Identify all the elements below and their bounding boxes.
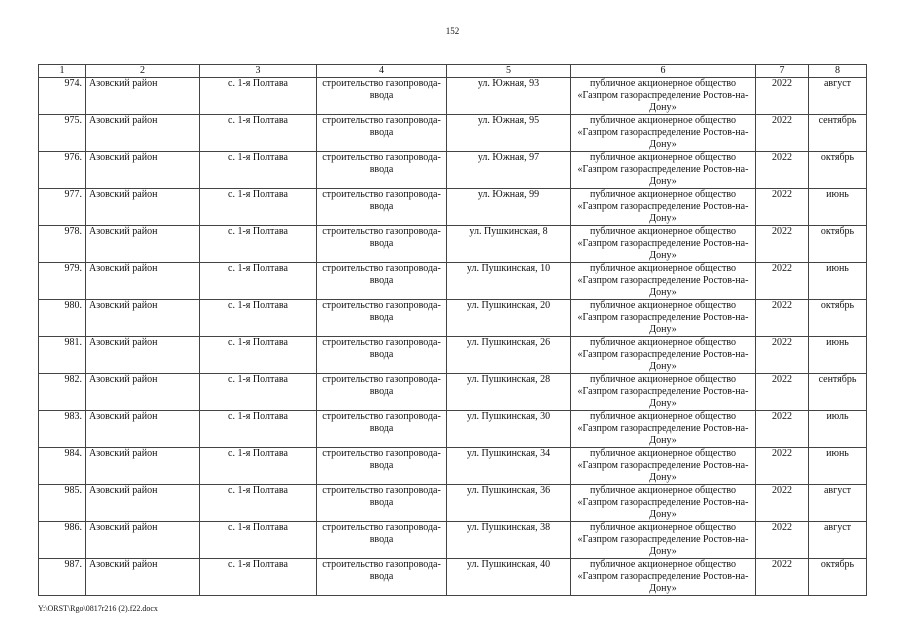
table-row (39, 226, 867, 263)
row-number: 987. (39, 559, 86, 596)
locality-cell: с. 1-я Полтава (200, 522, 317, 559)
row-number: 977. (39, 189, 86, 226)
district-cell: Азовский район (86, 300, 200, 337)
month-cell: июнь (809, 189, 867, 226)
organization-cell: публичное акционерное общество «Газпром газораспределение Ростов-на-Дону» (571, 189, 756, 226)
table-row (39, 152, 867, 189)
table-row (39, 189, 867, 226)
work-type-cell: строительство газопровода-ввода (317, 263, 447, 300)
locality-cell: с. 1-я Полтава (200, 115, 317, 152)
year-cell: 2022 (756, 522, 809, 559)
work-type-cell: строительство газопровода-ввода (317, 559, 447, 596)
organization-cell: публичное акционерное общество «Газпром газораспределение Ростов-на-Дону» (571, 337, 756, 374)
organization-cell: публичное акционерное общество «Газпром газораспределение Ростов-на-Дону» (571, 300, 756, 337)
district-cell: Азовский район (86, 189, 200, 226)
table-row (39, 263, 867, 300)
address-cell: ул. Пушкинская, 10 (447, 263, 571, 300)
district-cell: Азовский район (86, 263, 200, 300)
organization-cell: публичное акционерное общество «Газпром газораспределение Ростов-на-Дону» (571, 448, 756, 485)
col-header-4: 4 (317, 65, 447, 78)
year-cell: 2022 (756, 115, 809, 152)
row-number: 975. (39, 115, 86, 152)
locality-cell: с. 1-я Полтава (200, 300, 317, 337)
month-cell: июль (809, 411, 867, 448)
year-cell: 2022 (756, 300, 809, 337)
locality-cell: с. 1-я Полтава (200, 559, 317, 596)
year-cell: 2022 (756, 263, 809, 300)
organization-cell: публичное акционерное общество «Газпром газораспределение Ростов-на-Дону» (571, 78, 756, 115)
month-cell: сентябрь (809, 115, 867, 152)
work-type-cell: строительство газопровода-ввода (317, 374, 447, 411)
month-cell: октябрь (809, 226, 867, 263)
work-type-cell: строительство газопровода-ввода (317, 189, 447, 226)
table-row (39, 337, 867, 374)
month-cell: сентябрь (809, 374, 867, 411)
year-cell: 2022 (756, 226, 809, 263)
month-cell: август (809, 522, 867, 559)
row-number: 981. (39, 337, 86, 374)
locality-cell: с. 1-я Полтава (200, 189, 317, 226)
col-header-1: 1 (39, 65, 86, 78)
table-row (39, 485, 867, 522)
organization-cell: публичное акционерное общество «Газпром газораспределение Ростов-на-Дону» (571, 411, 756, 448)
address-cell: ул. Южная, 97 (447, 152, 571, 189)
row-number: 978. (39, 226, 86, 263)
month-cell: октябрь (809, 559, 867, 596)
row-number: 980. (39, 300, 86, 337)
district-cell: Азовский район (86, 226, 200, 263)
month-cell: август (809, 78, 867, 115)
locality-cell: с. 1-я Полтава (200, 78, 317, 115)
district-cell: Азовский район (86, 115, 200, 152)
locality-cell: с. 1-я Полтава (200, 411, 317, 448)
locality-cell: с. 1-я Полтава (200, 485, 317, 522)
table-row (39, 522, 867, 559)
work-type-cell: строительство газопровода-ввода (317, 485, 447, 522)
table-row (39, 300, 867, 337)
work-type-cell: строительство газопровода-ввода (317, 522, 447, 559)
organization-cell: публичное акционерное общество «Газпром газораспределение Ростов-на-Дону» (571, 522, 756, 559)
locality-cell: с. 1-я Полтава (200, 263, 317, 300)
col-header-3: 3 (200, 65, 317, 78)
table-header-row (39, 65, 867, 78)
year-cell: 2022 (756, 78, 809, 115)
month-cell: октябрь (809, 152, 867, 189)
row-number: 985. (39, 485, 86, 522)
address-cell: ул. Пушкинская, 26 (447, 337, 571, 374)
year-cell: 2022 (756, 485, 809, 522)
organization-cell: публичное акционерное общество «Газпром газораспределение Ростов-на-Дону» (571, 559, 756, 596)
address-cell: ул. Пушкинская, 40 (447, 559, 571, 596)
locality-cell: с. 1-я Полтава (200, 226, 317, 263)
locality-cell: с. 1-я Полтава (200, 448, 317, 485)
address-cell: ул. Пушкинская, 34 (447, 448, 571, 485)
year-cell: 2022 (756, 152, 809, 189)
organization-cell: публичное акционерное общество «Газпром газораспределение Ростов-на-Дону» (571, 226, 756, 263)
col-header-7: 7 (756, 65, 809, 78)
page-number: 152 (445, 26, 460, 36)
district-cell: Азовский район (86, 78, 200, 115)
address-cell: ул. Пушкинская, 30 (447, 411, 571, 448)
address-cell: ул. Пушкинская, 20 (447, 300, 571, 337)
year-cell: 2022 (756, 189, 809, 226)
table-row (39, 115, 867, 152)
table-row (39, 411, 867, 448)
year-cell: 2022 (756, 411, 809, 448)
organization-cell: публичное акционерное общество «Газпром газораспределение Ростов-на-Дону» (571, 485, 756, 522)
col-header-6: 6 (571, 65, 756, 78)
address-cell: ул. Пушкинская, 8 (447, 226, 571, 263)
row-number: 986. (39, 522, 86, 559)
locality-cell: с. 1-я Полтава (200, 337, 317, 374)
col-header-2: 2 (86, 65, 200, 78)
organization-cell: публичное акционерное общество «Газпром газораспределение Ростов-на-Дону» (571, 115, 756, 152)
locality-cell: с. 1-я Полтава (200, 374, 317, 411)
year-cell: 2022 (756, 448, 809, 485)
address-cell: ул. Южная, 99 (447, 189, 571, 226)
work-type-cell: строительство газопровода-ввода (317, 78, 447, 115)
year-cell: 2022 (756, 337, 809, 374)
district-cell: Азовский район (86, 152, 200, 189)
month-cell: октябрь (809, 300, 867, 337)
work-type-cell: строительство газопровода-ввода (317, 337, 447, 374)
district-cell: Азовский район (86, 522, 200, 559)
col-header-5: 5 (447, 65, 571, 78)
month-cell: июнь (809, 263, 867, 300)
district-cell: Азовский район (86, 411, 200, 448)
district-cell: Азовский район (86, 448, 200, 485)
address-cell: ул. Южная, 95 (447, 115, 571, 152)
district-cell: Азовский район (86, 485, 200, 522)
district-cell: Азовский район (86, 559, 200, 596)
table-row (39, 448, 867, 485)
work-type-cell: строительство газопровода-ввода (317, 300, 447, 337)
table-row (39, 374, 867, 411)
row-number: 974. (39, 78, 86, 115)
locality-cell: с. 1-я Полтава (200, 152, 317, 189)
organization-cell: публичное акционерное общество «Газпром газораспределение Ростов-на-Дону» (571, 263, 756, 300)
row-number: 983. (39, 411, 86, 448)
work-type-cell: строительство газопровода-ввода (317, 226, 447, 263)
footer-file-path: Y:\ORST\Rgo\0817r216 (2).f22.docx (38, 604, 158, 613)
row-number: 984. (39, 448, 86, 485)
table-row (39, 78, 867, 115)
organization-cell: публичное акционерное общество «Газпром газораспределение Ростов-на-Дону» (571, 374, 756, 411)
table-row (39, 559, 867, 596)
year-cell: 2022 (756, 559, 809, 596)
address-cell: ул. Южная, 93 (447, 78, 571, 115)
district-cell: Азовский район (86, 374, 200, 411)
month-cell: август (809, 485, 867, 522)
month-cell: июнь (809, 448, 867, 485)
year-cell: 2022 (756, 374, 809, 411)
address-cell: ул. Пушкинская, 38 (447, 522, 571, 559)
row-number: 979. (39, 263, 86, 300)
organization-cell: публичное акционерное общество «Газпром газораспределение Ростов-на-Дону» (571, 152, 756, 189)
work-type-cell: строительство газопровода-ввода (317, 115, 447, 152)
row-number: 976. (39, 152, 86, 189)
schedule-table (38, 64, 867, 596)
month-cell: июнь (809, 337, 867, 374)
district-cell: Азовский район (86, 337, 200, 374)
work-type-cell: строительство газопровода-ввода (317, 448, 447, 485)
address-cell: ул. Пушкинская, 36 (447, 485, 571, 522)
work-type-cell: строительство газопровода-ввода (317, 152, 447, 189)
work-type-cell: строительство газопровода-ввода (317, 411, 447, 448)
row-number: 982. (39, 374, 86, 411)
col-header-8: 8 (809, 65, 867, 78)
address-cell: ул. Пушкинская, 28 (447, 374, 571, 411)
